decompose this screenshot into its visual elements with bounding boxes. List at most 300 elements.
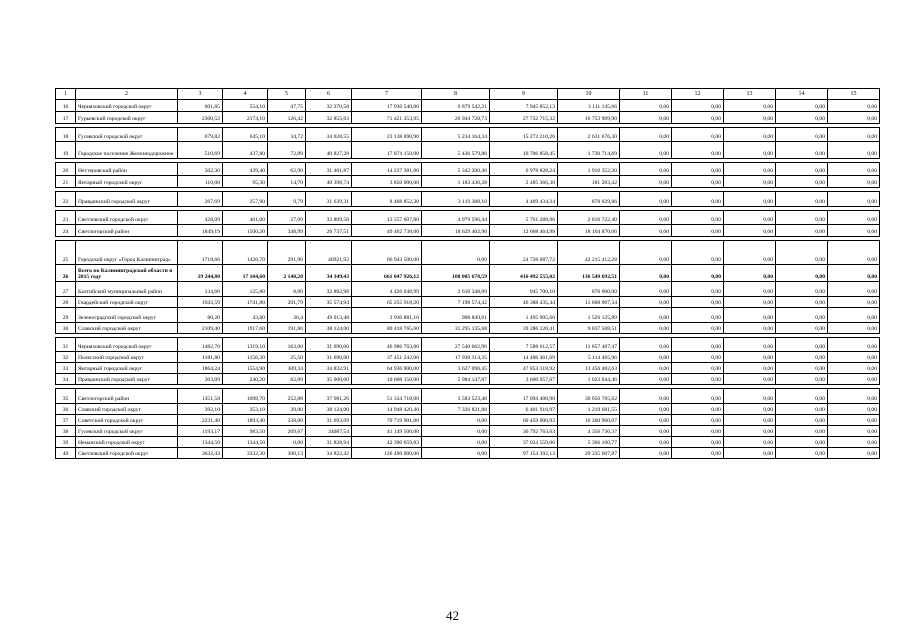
value-cell: 0,00 (828, 297, 880, 308)
value-cell: 10 608 150,00 (352, 374, 422, 385)
value-cell: 17 874 150,00 (352, 142, 422, 159)
value-cell: 46 388 435,44 (490, 297, 558, 308)
value-cell: 11 857 487,47 (558, 338, 620, 352)
value-cell: 209,67 (268, 426, 306, 437)
value-cell: 26 944 728,73 (422, 112, 490, 124)
value-cell: 2 610 348,89 (422, 282, 490, 297)
value-cell: 17 936 540,00 (352, 100, 422, 112)
value-cell: 878 029,86 (558, 192, 620, 207)
value-cell: 108 005 678,59 (422, 265, 490, 282)
value-cell: 0,00 (672, 323, 724, 334)
value-cell: 1181,80 (178, 352, 223, 363)
row-number: 32 (56, 352, 76, 363)
value-cell: 0,00 (620, 225, 672, 237)
value-cell: 348,99 (268, 225, 306, 237)
value-cell: 0,00 (620, 352, 672, 363)
value-cell: 5 342 200,46 (422, 163, 490, 176)
value-cell: 0,00 (268, 437, 306, 448)
value-cell: 0,00 (672, 112, 724, 124)
value-cell: 3632,43 (178, 448, 223, 459)
municipality-name: Гвардейский городской округ (76, 297, 178, 308)
row-number: 28 (56, 297, 76, 308)
value-cell: 428,09 (178, 211, 223, 225)
value-cell: 2 631 676,30 (558, 128, 620, 142)
value-cell: 3 600 957,67 (490, 374, 558, 385)
value-cell: 0,00 (776, 100, 828, 112)
value-cell: 31 690,00 (306, 338, 352, 352)
municipality-name: Янтарный городской округ (76, 363, 178, 374)
value-cell: 64 936 900,00 (352, 363, 422, 374)
table-row (56, 112, 880, 124)
value-cell: 66 943 500,00 (352, 241, 422, 265)
value-cell: 300,13 (268, 448, 306, 459)
row-number: 21 (56, 176, 76, 188)
value-cell: 645,10 (223, 128, 268, 142)
value-cell: 0,00 (776, 163, 828, 176)
value-cell: 0,00 (724, 352, 776, 363)
value-cell: 14 237 381,00 (352, 163, 422, 176)
value-cell: 1 023 044,46 (558, 374, 620, 385)
row-number: 27 (56, 282, 76, 297)
row-number: 26 (56, 265, 76, 282)
value-cell: 95,30 (223, 176, 268, 188)
value-cell: 0,00 (724, 176, 776, 188)
value-cell: 0,00 (724, 308, 776, 323)
value-cell: 0,00 (672, 192, 724, 207)
header-cell: 7 (352, 89, 422, 100)
value-cell: 502,30 (178, 163, 223, 176)
table-row (56, 265, 880, 282)
header-cell: 2 (76, 89, 178, 100)
value-cell: 2 816 722,40 (558, 211, 620, 225)
value-cell: 0,00 (672, 128, 724, 142)
value-cell: 0,00 (422, 448, 490, 459)
value-cell: 19 244,80 (178, 265, 223, 282)
value-cell: 6 401 916,97 (490, 404, 558, 415)
value-cell: 3 850 000,00 (352, 176, 422, 188)
value-cell: 70 719 901,00 (352, 415, 422, 426)
value-cell: 1193,17 (178, 426, 223, 437)
value-cell: 0,00 (828, 415, 880, 426)
value-cell: 554,10 (223, 100, 268, 112)
value-cell: 5 984 147,87 (422, 374, 490, 385)
value-cell: 32 370,58 (306, 100, 352, 112)
value-cell: 0,00 (724, 128, 776, 142)
value-cell: 37 451 242,00 (352, 352, 422, 363)
table-row (56, 426, 880, 437)
row-number: 35 (56, 389, 76, 404)
page-number: 42 (446, 608, 459, 623)
value-cell: 0,00 (776, 225, 828, 237)
value-cell: 3 119 388,10 (422, 192, 490, 207)
municipality-name: Правдинский городской округ (76, 192, 178, 207)
value-cell: 36,4 (268, 308, 306, 323)
value-cell: 17 930 314,35 (422, 352, 490, 363)
value-cell: 163,60 (268, 338, 306, 352)
row-number: 34 (56, 374, 76, 385)
value-cell: 110,00 (178, 176, 223, 188)
value-cell: 80,20 (178, 308, 223, 323)
value-cell: 679,82 (178, 128, 223, 142)
value-cell: 0,00 (672, 163, 724, 176)
value-cell: 34087,54 (306, 426, 352, 437)
table-row (56, 338, 880, 352)
value-cell: 0,00 (672, 404, 724, 415)
table-row (56, 282, 880, 297)
value-cell: 5 366 100,77 (558, 437, 620, 448)
value-cell: 1 495 905,60 (490, 308, 558, 323)
row-number: 37 (56, 415, 76, 426)
value-cell: 0,00 (776, 211, 828, 225)
value-cell: 0,00 (620, 163, 672, 176)
value-cell: 46 986 763,00 (352, 338, 422, 352)
value-cell: 0,00 (828, 338, 880, 352)
value-cell: 3 111 145,66 (558, 100, 620, 112)
value-cell: 0,00 (776, 282, 828, 297)
value-cell: 32 855,63 (306, 112, 352, 124)
municipality-name: Зеленоградский городской округ (76, 308, 178, 323)
row-number: 25 (56, 241, 76, 265)
value-cell: 0,00 (828, 163, 880, 176)
value-cell: 0,00 (724, 297, 776, 308)
municipality-name: Всего по Калининградской области в 2015 году (76, 265, 178, 282)
value-cell: 2109,40 (178, 323, 223, 334)
value-cell: 0,00 (724, 437, 776, 448)
value-cell: 0,00 (620, 100, 672, 112)
value-cell: 18 164 870,06 (558, 225, 620, 237)
value-cell: 0,00 (776, 323, 828, 334)
value-cell: 65 255 918,20 (352, 297, 422, 308)
value-cell: 11 668 907,34 (558, 297, 620, 308)
value-cell: 6 978 828,24 (490, 163, 558, 176)
table-row (56, 437, 880, 448)
value-cell: 32 882,98 (306, 282, 352, 297)
row-number: 40 (56, 448, 76, 459)
value-cell: 1500,20 (223, 225, 268, 237)
value-cell: 0,00 (672, 448, 724, 459)
value-cell: 1 916 352,30 (558, 163, 620, 176)
value-cell: 0,00 (620, 192, 672, 207)
value-cell: 1319,10 (223, 338, 268, 352)
value-cell: 0,00 (620, 323, 672, 334)
municipality-name: Городское поселение Железнодорожное (76, 142, 178, 159)
row-number: 36 (56, 404, 76, 415)
table-row (56, 308, 880, 323)
value-cell: 0,00 (422, 426, 490, 437)
value-cell: 0,00 (776, 297, 828, 308)
value-cell: 0,00 (620, 389, 672, 404)
value-cell: 0,00 (672, 338, 724, 352)
value-cell: 17 094 408,90 (490, 389, 558, 404)
value-cell: 23 138 090,90 (352, 128, 422, 142)
row-number: 17 (56, 112, 76, 124)
value-cell: 9 837 508,51 (558, 323, 620, 334)
value-cell: 0,00 (672, 297, 724, 308)
value-cell: 0,00 (828, 374, 880, 385)
value-cell: 0,00 (620, 297, 672, 308)
table-row (56, 389, 880, 404)
value-cell: 0,00 (828, 211, 880, 225)
value-cell: 0,00 (776, 437, 828, 448)
row-number: 23 (56, 211, 76, 225)
value-cell: 661 047 926,12 (352, 265, 422, 282)
value-cell: 1344,50 (223, 437, 268, 448)
value-cell: 201,79 (268, 297, 306, 308)
value-cell: 35 000,00 (306, 374, 352, 385)
value-cell: 126 490 000,00 (352, 448, 422, 459)
value-cell: 0,00 (776, 192, 828, 207)
value-cell: 7 588 612,57 (490, 338, 558, 352)
value-cell: 0,00 (776, 142, 828, 159)
table-row (56, 352, 880, 363)
value-cell: 13 456 482,63 (558, 363, 620, 374)
value-cell: 14 948 420,40 (352, 404, 422, 415)
value-cell: 31 401,87 (306, 163, 352, 176)
value-cell: 0,00 (724, 404, 776, 415)
value-cell: 30 656 785,62 (558, 389, 620, 404)
municipality-name: Светлогорский район (76, 389, 178, 404)
value-cell: 43,80 (223, 308, 268, 323)
value-cell: 0,00 (776, 338, 828, 352)
value-cell: 3332,30 (223, 448, 268, 459)
value-cell: 0,00 (776, 241, 828, 265)
value-cell: 401,00 (223, 211, 268, 225)
value-cell: 0,00 (828, 426, 880, 437)
value-cell: 60 459 000,93 (490, 415, 558, 426)
row-number: 30 (56, 323, 76, 334)
municipality-name: Гурьевский городской округ (76, 112, 178, 124)
value-cell: 31 639,31 (306, 192, 352, 207)
value-cell: 0,00 (828, 100, 880, 112)
value-cell: 0,00 (620, 128, 672, 142)
value-cell: 27,09 (268, 211, 306, 225)
table-row (56, 448, 880, 459)
value-cell: 62,90 (268, 163, 306, 176)
value-cell: 37 981,26 (306, 389, 352, 404)
value-cell: 41 149 500,00 (352, 426, 422, 437)
value-cell: 7 945 852,13 (490, 100, 558, 112)
value-cell: 1 183 430,28 (422, 176, 490, 188)
value-cell: 0,00 (620, 448, 672, 459)
value-cell: 38 124,00 (306, 404, 352, 415)
value-cell: 0,00 (724, 415, 776, 426)
value-cell: 1 219 681,55 (558, 404, 620, 415)
value-cell: 49 462 738,00 (352, 225, 422, 237)
value-cell: 1351,58 (178, 389, 223, 404)
value-cell: 601,85 (178, 100, 223, 112)
table-row (56, 176, 880, 188)
value-cell: 0,00 (422, 437, 490, 448)
value-cell: 0,00 (776, 112, 828, 124)
value-cell: 0,00 (828, 308, 880, 323)
value-cell: 0,00 (620, 404, 672, 415)
header-row (56, 89, 880, 100)
value-cell: 0,00 (620, 437, 672, 448)
value-cell: 945 700,10 (490, 282, 558, 297)
value-cell: 47,75 (268, 100, 306, 112)
value-cell: 267,69 (178, 192, 223, 207)
value-cell: 0,00 (828, 225, 880, 237)
value-cell: 14 406 461,69 (490, 352, 558, 363)
municipality-name: Балтийский муниципальный район (76, 282, 178, 297)
value-cell: 34,72 (268, 128, 306, 142)
value-cell: 31 295 135,68 (422, 323, 490, 334)
municipality-name: Советский городской округ (76, 415, 178, 426)
value-cell: 40 398,74 (306, 176, 352, 188)
value-cell: 2174,10 (223, 112, 268, 124)
value-cell: 2300,52 (178, 112, 223, 124)
value-cell: 0,00 (620, 426, 672, 437)
value-cell: 31 828,94 (306, 437, 352, 448)
value-cell: 3 930 881,10 (352, 308, 422, 323)
value-cell: 0,00 (828, 128, 880, 142)
table-row (56, 241, 880, 265)
value-cell: 4 469 434,34 (490, 192, 558, 207)
value-cell: 0,00 (620, 241, 672, 265)
table-row (56, 142, 880, 159)
value-cell: 42 390 659,83 (352, 437, 422, 448)
value-cell: 42 215 412,28 (558, 241, 620, 265)
value-cell: 6 879 542,21 (422, 100, 490, 112)
table-row (56, 211, 880, 225)
value-cell: 0,00 (724, 363, 776, 374)
value-cell: 0,00 (620, 142, 672, 159)
value-cell: 1718,66 (178, 241, 223, 265)
value-cell: 1156,30 (223, 352, 268, 363)
value-cell: 27 540 662,96 (422, 338, 490, 352)
value-cell: 29 335 607,87 (558, 448, 620, 459)
value-cell: 1943,59 (178, 297, 223, 308)
value-cell: 125,80 (223, 282, 268, 297)
value-cell: 0,00 (672, 241, 724, 265)
value-cell: 0,00 (776, 374, 828, 385)
value-cell: 136 549 692,51 (558, 265, 620, 282)
value-cell: 1098,70 (223, 389, 268, 404)
header-cell: 6 (306, 89, 352, 100)
value-cell: 14,70 (268, 176, 306, 188)
value-cell: 25,50 (268, 352, 306, 363)
data-table-sheet (55, 88, 879, 459)
value-cell: 0,00 (828, 142, 880, 159)
value-cell: 416 492 555,02 (490, 265, 558, 282)
value-cell: 0,00 (724, 426, 776, 437)
value-cell: 3 627 098,45 (422, 363, 490, 374)
value-cell: 0,00 (724, 374, 776, 385)
value-cell: 1893,40 (223, 415, 268, 426)
value-cell: 0,00 (672, 437, 724, 448)
municipality-name: Городской округ «Город Калининград» (76, 241, 178, 265)
value-cell: 0,00 (828, 437, 880, 448)
value-cell: 24 728 087,72 (490, 241, 558, 265)
value-cell: 47 853 318,92 (490, 363, 558, 374)
table-row (56, 192, 880, 207)
value-cell: 0,00 (672, 282, 724, 297)
value-cell: 0,00 (828, 282, 880, 297)
header-cell: 12 (672, 89, 724, 100)
header-cell: 3 (178, 89, 223, 100)
value-cell: 0,00 (776, 363, 828, 374)
value-cell: 0,00 (724, 323, 776, 334)
value-cell: 80 418 765,60 (352, 323, 422, 334)
value-cell: 1426,70 (223, 241, 268, 265)
table-row (56, 374, 880, 385)
value-cell: 4 426 048,99 (352, 282, 422, 297)
value-cell: 5 114 465,96 (558, 352, 620, 363)
value-cell: 0,00 (672, 389, 724, 404)
value-cell: 392,10 (178, 404, 223, 415)
value-cell: 240,20 (223, 374, 268, 385)
value-cell: 71 421 353,95 (352, 112, 422, 124)
row-number: 16 (56, 100, 76, 112)
value-cell: 4 979 596,44 (422, 211, 490, 225)
value-cell: 4 356 736,37 (558, 426, 620, 437)
row-number: 22 (56, 192, 76, 207)
value-cell: 0,00 (828, 404, 880, 415)
value-cell: 0,00 (620, 112, 672, 124)
value-cell: 8 468 852,30 (352, 192, 422, 207)
value-cell: 62,89 (268, 374, 306, 385)
value-cell: 134,60 (178, 282, 223, 297)
value-cell: 0,00 (620, 265, 672, 282)
value-cell: 439,40 (223, 163, 268, 176)
municipality-name: Черняховский городской округ (76, 100, 178, 112)
header-cell: 15 (828, 89, 880, 100)
value-cell: 97 154 392,13 (490, 448, 558, 459)
value-cell: 0,00 (672, 142, 724, 159)
value-cell: 27 732 715,32 (490, 112, 558, 124)
table-row (56, 225, 880, 237)
header-cell: 4 (223, 89, 268, 100)
header-cell: 9 (490, 89, 558, 100)
value-cell: 126,42 (268, 112, 306, 124)
value-cell: 0,00 (724, 265, 776, 282)
value-cell: 0,00 (828, 265, 880, 282)
value-cell: 49 013,48 (306, 308, 352, 323)
municipality-name: Нестеровский район (76, 163, 178, 176)
header-cell: 13 (724, 89, 776, 100)
row-number: 33 (56, 363, 76, 374)
value-cell: 7 326 821,88 (422, 404, 490, 415)
value-cell: 303,09 (178, 374, 223, 385)
value-cell: 46921,92 (306, 241, 352, 265)
value-cell: 18 629 402,96 (422, 225, 490, 237)
value-cell: 0,00 (620, 282, 672, 297)
value-cell: 0,00 (724, 112, 776, 124)
value-cell: 10 260 960,07 (558, 415, 620, 426)
value-cell: 0,00 (828, 389, 880, 404)
value-cell: 0,00 (776, 352, 828, 363)
value-cell: 0,00 (672, 100, 724, 112)
municipality-name: Неманский городской округ (76, 437, 178, 448)
value-cell: 257,90 (223, 192, 268, 207)
value-cell: 0,00 (776, 128, 828, 142)
header-cell: 10 (558, 89, 620, 100)
value-cell: 0,00 (672, 352, 724, 363)
value-cell: 51 334 718,00 (352, 389, 422, 404)
value-cell: 0,00 (422, 241, 490, 265)
value-cell: 0,00 (620, 211, 672, 225)
value-cell: 2231,40 (178, 415, 223, 426)
value-cell: 0,00 (620, 374, 672, 385)
value-cell: 13 557 607,80 (352, 211, 422, 225)
row-number: 24 (56, 225, 76, 237)
value-cell: 34 822,42 (306, 448, 352, 459)
value-cell: 0,00 (828, 241, 880, 265)
value-cell: 34 028,55 (306, 128, 352, 142)
value-cell: 0,00 (776, 404, 828, 415)
value-cell: 338,00 (268, 415, 306, 426)
value-cell: 510,69 (178, 142, 223, 159)
